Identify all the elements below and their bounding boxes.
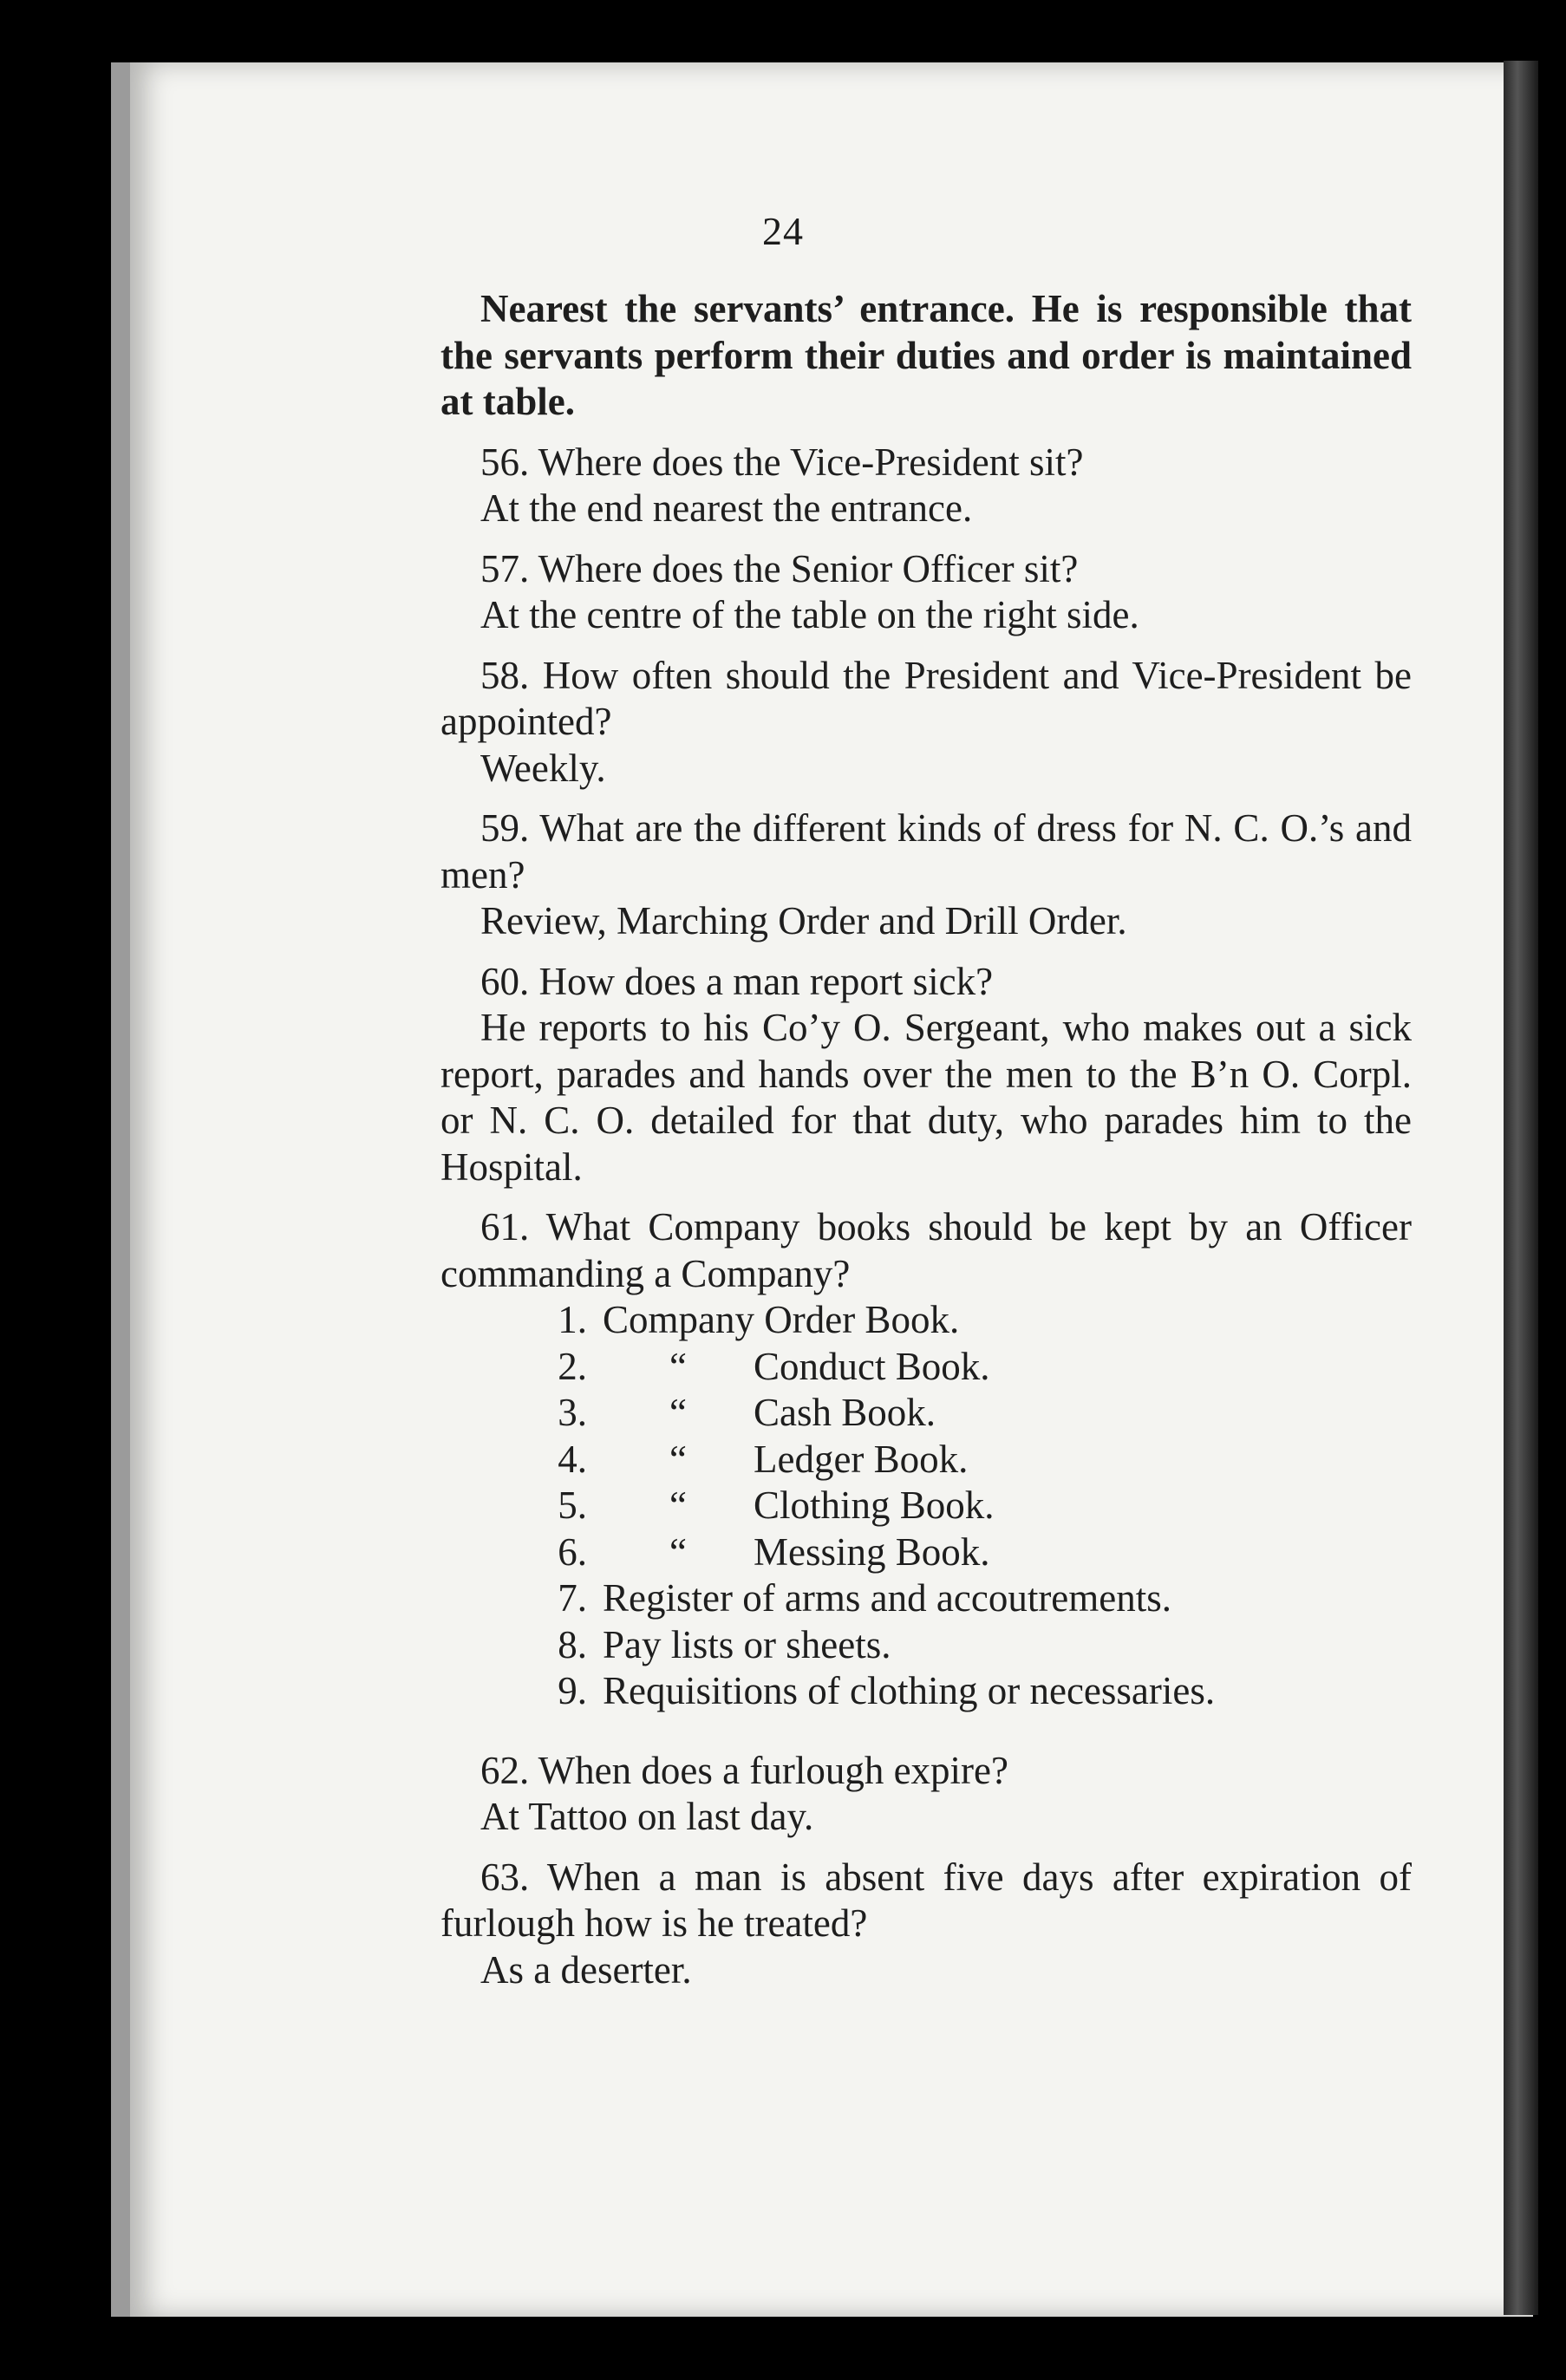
list-item <box>538 1622 1412 1669</box>
ditto-mark: “ <box>669 1437 687 1481</box>
answer-60: He reports to his Co’y O. Sergeant, who makes out a sick report, parades and hands over the men to the B’n O. Corpl. or N. C. O. detailed for that duty, who parades him to the Hospital. <box>440 1006 1412 1189</box>
list-item-number: 6. <box>558 1529 587 1574</box>
question-58: 58. How often should the President and Vice-President be appointed? <box>440 653 1412 743</box>
page-text <box>440 286 1412 1993</box>
list-item <box>538 1668 1412 1715</box>
list-item-text: Register of arms and accoutrements. <box>603 1576 1172 1620</box>
answer-paragraph: Nearest the servants’ entrance. He is responsible that the servants perform their duties and order is maintained at table. <box>440 287 1412 423</box>
ditto-mark: “ <box>669 1529 687 1574</box>
list-item-text: Clothing Book. <box>754 1483 995 1527</box>
ditto-mark: “ <box>669 1483 687 1527</box>
list-item <box>538 1437 1412 1483</box>
list-item-text: Requisitions of clothing or necessaries. <box>603 1669 1216 1712</box>
question-62: 62. When does a furlough expire? <box>480 1748 1008 1792</box>
list-item-text: Conduct Book. <box>754 1344 990 1388</box>
list-item-number: 9. <box>558 1669 587 1712</box>
question-63: 63. When a man is absent five days after expiration of furlough how is he treated? <box>440 1855 1412 1945</box>
list-item-text: Company Order Book. <box>603 1298 960 1341</box>
list-item-number: 3. <box>558 1391 587 1434</box>
company-books-list <box>538 1297 1412 1715</box>
page-number: 24 <box>762 209 804 253</box>
ditto-mark: “ <box>669 1344 687 1388</box>
list-item-number: 5. <box>558 1483 587 1527</box>
list-item-text: Messing Book. <box>754 1529 990 1574</box>
answer-59: Review, Marching Order and Drill Order. <box>480 899 1127 942</box>
list-item <box>538 1529 1412 1576</box>
list-item <box>538 1483 1412 1529</box>
ditto-mark: “ <box>669 1391 687 1434</box>
spacer <box>440 1715 1412 1734</box>
list-item <box>538 1575 1412 1622</box>
question-59: 59. What are the different kinds of dress for N. C. O.’s and men? <box>440 806 1412 897</box>
list-item-text: Ledger Book. <box>754 1437 969 1481</box>
list-item-text: Cash Book. <box>754 1391 936 1434</box>
page-binding-edge <box>1504 61 1538 2315</box>
list-item <box>538 1344 1412 1391</box>
answer-58: Weekly. <box>480 746 606 790</box>
question-61: 61. What Company books should be kept by an Officer commanding a Company? <box>440 1205 1412 1295</box>
list-item-number: 7. <box>558 1576 587 1620</box>
answer-57: At the centre of the table on the right side. <box>480 593 1139 636</box>
answer-62: At Tattoo on last day. <box>480 1795 814 1838</box>
answer-56: At the end nearest the entrance. <box>480 486 973 530</box>
list-item-text: Pay lists or sheets. <box>603 1622 891 1666</box>
list-item <box>538 1297 1412 1344</box>
list-item-number: 2. <box>558 1344 587 1388</box>
answer-63: As a deserter. <box>480 1947 692 1992</box>
list-item <box>538 1390 1412 1437</box>
question-60: 60. How does a man report sick? <box>480 959 994 1003</box>
list-item-number: 4. <box>558 1437 587 1481</box>
question-56: 56. Where does the Vice-President sit? <box>480 440 1084 484</box>
list-item-number: 8. <box>558 1622 587 1666</box>
list-item-number: 1. <box>558 1298 587 1341</box>
question-57: 57. Where does the Senior Officer sit? <box>480 546 1079 590</box>
